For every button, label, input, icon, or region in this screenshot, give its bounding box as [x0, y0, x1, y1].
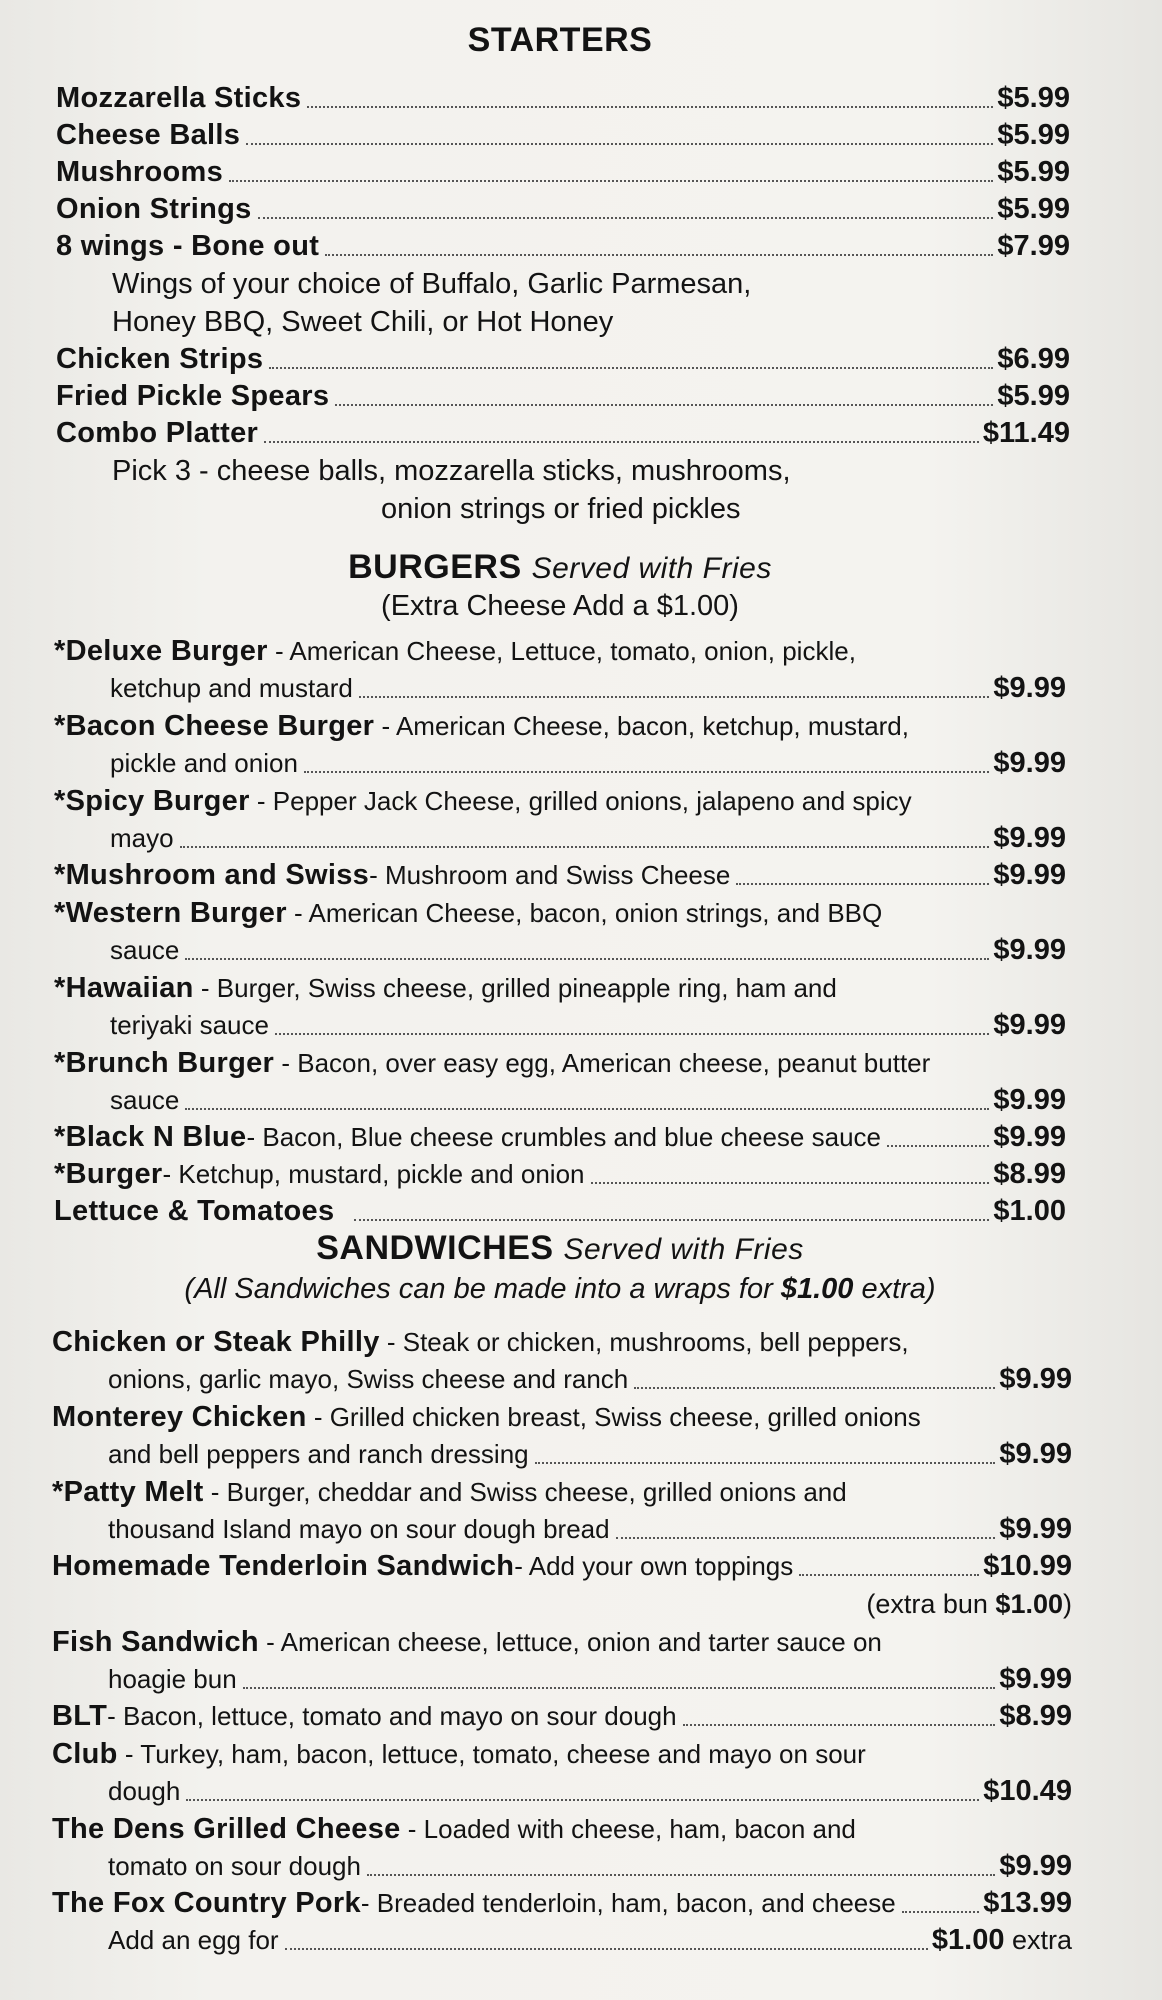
egg-addon: Add an egg for $1.00 extra: [108, 1924, 1072, 1956]
menu-item: Fried Pickle Spears $5.99: [56, 380, 1070, 412]
wings-note: Wings of your choice of Buffalo, Garlic Parmesan,: [112, 268, 752, 300]
menu-item: *Spicy Burger - Pepper Jack Cheese, grilled onions, jalapeno and spicy: [54, 785, 912, 817]
menu-item: *Patty Melt - Burger, cheddar and Swiss cheese, grilled onions and: [52, 1476, 847, 1508]
burgers-section: *Deluxe Burger - American Cheese, Lettuce, tomato, onion, pickle, ketchup and mustard $9.99 *Bacon Cheese Burger - American Cheese, bacon, ketchup, mustard, pickle and onion $9.99 *Spicy Burger - Pepper Jack Cheese, grilled onions, jalapeno and spicy mayo $9.99 *Mushroom and Swiss - Mushroom and Swiss Cheese $9.99 *Western Burger - American Cheese, bacon, onion strings, and BBQ sauce $9.99 *Hawaiian - Burger, Swiss cheese, grilled pineapple ring, ham and teriyaki sauce $9.99 *Brunch Burger - Bacon, over easy egg, American cheese, peanut butter sauce $9.99 *Black N Blue - Bacon, Blue cheese crumbles and blue cheese sauce $9.99 *Burger - Ketchup, mustard, pickle and onion $8.99 Lettuce & Tomatoes $1.00: [54, 632, 1066, 1230]
menu-item: Homemade Tenderloin Sandwich - Add your own toppings $10.99: [52, 1550, 1072, 1582]
extra-bun-note: (extra bun $1.00): [866, 1589, 1072, 1619]
menu-item: *Brunch Burger - Bacon, over easy egg, American cheese, peanut butter: [54, 1047, 931, 1079]
menu-item: Onion Strings $5.99: [56, 193, 1070, 225]
burgers-note: (Extra Cheese Add a $1.00): [381, 590, 739, 622]
starters-section: [56, 80, 1070, 528]
sandwiches-note: (All Sandwiches can be made into a wraps for $1.00 extra): [184, 1273, 936, 1305]
sandwiches-section: Chicken or Steak Philly - Steak or chicken, mushrooms, bell peppers, onions, garlic mayo, Swiss cheese and ranch $9.99 Monterey Chicken - Grilled chicken breast, Swiss cheese, grilled onions and bell peppers and ranch dressing $9.99 *Patty Melt - Burger, cheddar and Swiss cheese, grilled onions and thousand Island mayo on sour dough bread $9.99 Homemade Tenderloin Sandwich - Add your own toppings $10.99 (extra bun $1.00) Fish Sandwich - American cheese, lettuce, onion and tarter sauce on hoagie bun $9.99 BLT - Bacon, lettuce, tomato and mayo on sour dough $8.99 Club - Turkey, ham, bacon, lettuce, tomato, cheese and mayo on sour dough $10.49 The Dens Grilled Cheese - Loaded with cheese, ham, bacon and tomato on sour dough $9.99 The Fox Country Pork - Breaded tenderloin, ham, bacon, and cheese $13.99 Add an egg for $1.00 extra: [52, 1323, 1072, 1959]
menu-item: Fish Sandwich - American cheese, lettuce, onion and tarter sauce on: [52, 1626, 882, 1658]
menu-item: *Burger - Ketchup, mustard, pickle and onion $8.99: [54, 1158, 1066, 1190]
menu-item: BLT - Bacon, lettuce, tomato and mayo on sour dough $8.99: [52, 1700, 1072, 1732]
combo-note: onion strings or fried pickles: [381, 493, 741, 525]
combo-note: Pick 3 - cheese balls, mozzarella sticks, mushrooms,: [112, 455, 791, 487]
menu-item: The Fox Country Pork - Breaded tenderloin, ham, bacon, and cheese $13.99: [52, 1887, 1072, 1919]
wings-note: Honey BBQ, Sweet Chili, or Hot Honey: [112, 306, 614, 338]
starters-heading: STARTERS: [467, 21, 653, 59]
menu-item: *Deluxe Burger - American Cheese, Lettuce, tomato, onion, pickle,: [54, 635, 856, 667]
menu-item: Club - Turkey, ham, bacon, lettuce, tomato, cheese and mayo on sour: [52, 1738, 866, 1770]
menu-item: Mushrooms $5.99: [56, 156, 1070, 188]
menu-item: Chicken or Steak Philly - Steak or chicken, mushrooms, bell peppers,: [52, 1326, 909, 1358]
menu-item: *Black N Blue - Bacon, Blue cheese crumbles and blue cheese sauce $9.99: [54, 1121, 1066, 1153]
menu-item: The Dens Grilled Cheese - Loaded with cheese, ham, bacon and: [52, 1813, 856, 1845]
menu-item: Combo Platter $11.49: [56, 417, 1070, 449]
menu-item: *Bacon Cheese Burger - American Cheese, bacon, ketchup, mustard,: [54, 710, 909, 742]
menu-item: *Mushroom and Swiss - Mushroom and Swiss Cheese $9.99: [54, 859, 1066, 891]
menu-item: Chicken Strips $6.99: [56, 343, 1070, 375]
sandwiches-heading: SANDWICHES Served with Fries: [316, 1229, 804, 1267]
menu-item: Mozzarella Sticks $5.99: [56, 82, 1070, 114]
menu-item: 8 wings - Bone out $7.99: [56, 230, 1070, 262]
menu-item: Lettuce & Tomatoes $1.00: [54, 1195, 1066, 1227]
menu-item: Cheese Balls $5.99: [56, 119, 1070, 151]
menu-item: *Western Burger - American Cheese, bacon, onion strings, and BBQ: [54, 897, 883, 929]
menu-item: Monterey Chicken - Grilled chicken breast, Swiss cheese, grilled onions: [52, 1401, 921, 1433]
burgers-heading: BURGERS Served with Fries: [348, 548, 772, 586]
menu-item: *Hawaiian - Burger, Swiss cheese, grilled pineapple ring, ham and: [54, 972, 837, 1004]
